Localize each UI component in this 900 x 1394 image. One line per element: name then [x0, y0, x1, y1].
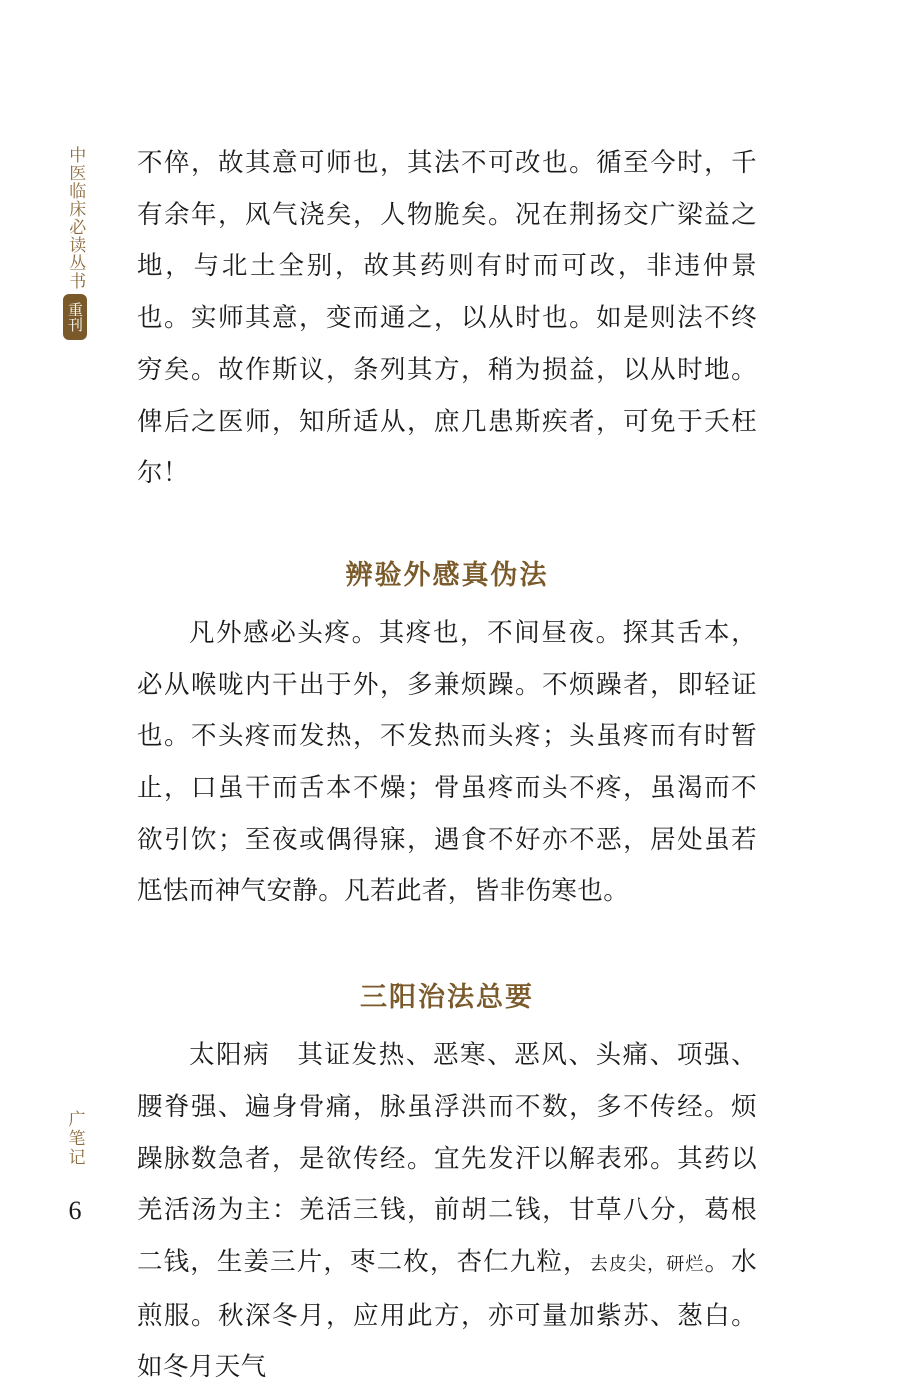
section-heading-1: 辨验外感真伪法	[345, 559, 549, 591]
series-title-text: 中医临床必读丛书	[65, 146, 86, 290]
series-title	[60, 146, 90, 340]
section-1-paragraph: 凡外感必头疼。其疼也，不间昼夜。探其舌本，必从喉咙内干出于外，多兼烦躁。不烦躁者，即轻证也。不头疼而发热，不发热而头疼；头虽疼而有时暂止，口虽干而舌本不燥；骨虽疼而头不疼，虽渴而不欲引饮；至夜或偶得寐，遇食不好亦不恶，居处虽若尪怯而神气安静。凡若此者，皆非伤寒也。	[137, 617, 757, 907]
book-title-text: 广笔记	[64, 1110, 85, 1167]
section-heading-2: 三阳治法总要	[360, 982, 534, 1014]
section-2-text-b: 。水煎服。秋深冬月，应用此方，亦可量加紫苏、葱白。如冬月天气	[137, 1246, 757, 1383]
paragraph-continued: 不倅，故其意可师也，其法不可改也。循至今时，千有余年，风气浇矣，人物脆矣。况在荆扬交广梁益之地，与北土全别，故其药则有时而可改，非违仲景也。实师其意，变而通之，以从时也。如是则法不终穷矣。故作斯议，条列其方，稍为损益，以从时地。俾后之医师，知所适从，庶几患斯疾者，可免于夭枉尔！	[137, 148, 757, 489]
section-2-note: 去皮尖，研烂	[589, 1253, 705, 1275]
page-number: 6	[68, 1196, 82, 1225]
reprint-seal: 重刊	[63, 294, 87, 340]
book-title	[60, 1110, 90, 1167]
section-2-paragraph	[137, 1030, 757, 1394]
page-body	[137, 138, 757, 1394]
section-2-text-a: 太阳病 其证发热、恶寒、恶风、头痛、项强、腰脊强、遍身骨痛，脉虽浮洪而不数，多不传经。烦躁脉数急者，是欲传经。宜先发汗以解表邪。其药以羌活汤为主：羌活三钱，前胡二钱，甘草八分，葛根二钱，生姜三片，枣二枚，杏仁九粒，	[137, 1040, 757, 1277]
